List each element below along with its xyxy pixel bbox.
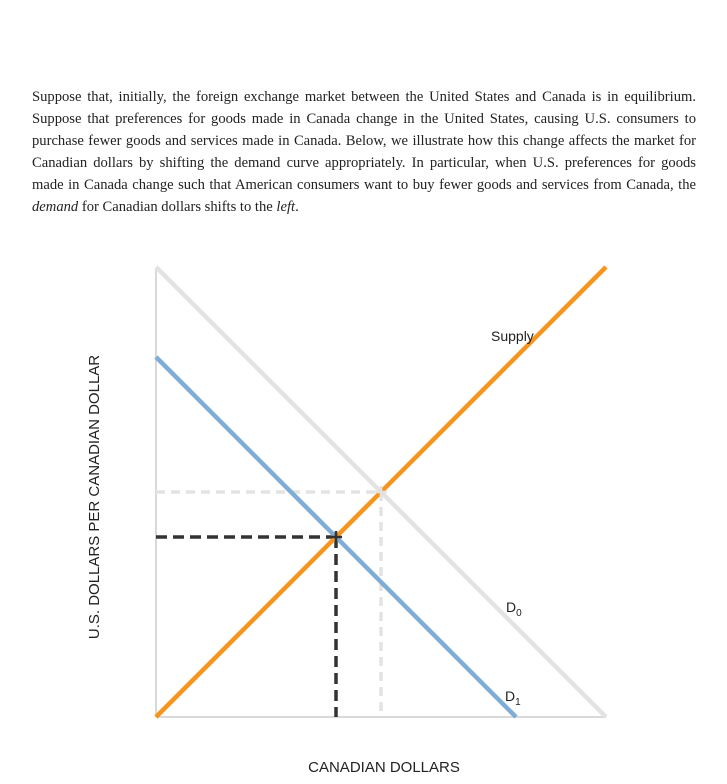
emphasis-left: left bbox=[276, 198, 296, 215]
question-text-part2: for Canadian dollars shifts to the bbox=[78, 198, 277, 215]
d1-label-main: D bbox=[505, 688, 516, 704]
d0-label-main: D bbox=[506, 599, 517, 615]
supply-label: Supply bbox=[491, 328, 534, 344]
d0-label-sub: 0 bbox=[516, 608, 522, 619]
d0-label bbox=[506, 599, 522, 619]
emphasis-demand: demand bbox=[32, 198, 79, 215]
d1-label-sub: 1 bbox=[515, 697, 521, 708]
x-axis-title: CANADIAN DOLLARS bbox=[308, 759, 460, 776]
question-text-part3: . bbox=[295, 198, 299, 215]
d1-label bbox=[505, 688, 521, 708]
y-axis-title: U.S. DOLLARS PER CANADIAN DOLLAR bbox=[86, 354, 103, 640]
question-text-part1: Suppose that, initially, the foreign exchange market between the United States and Canada is in equilibrium. Suppose that preferences for goods made in Canada change in the United States, causing U.S. consumers to purchase fewer goods and services made in Canada. Below, we illustrate how this change affects the market for Canadian dollars by shifting the demand curve appropriately. In particular, when U.S. preferences for goods made in Canada change such that American consumers want to buy fewer goods and services from Canada, the bbox=[32, 88, 696, 193]
